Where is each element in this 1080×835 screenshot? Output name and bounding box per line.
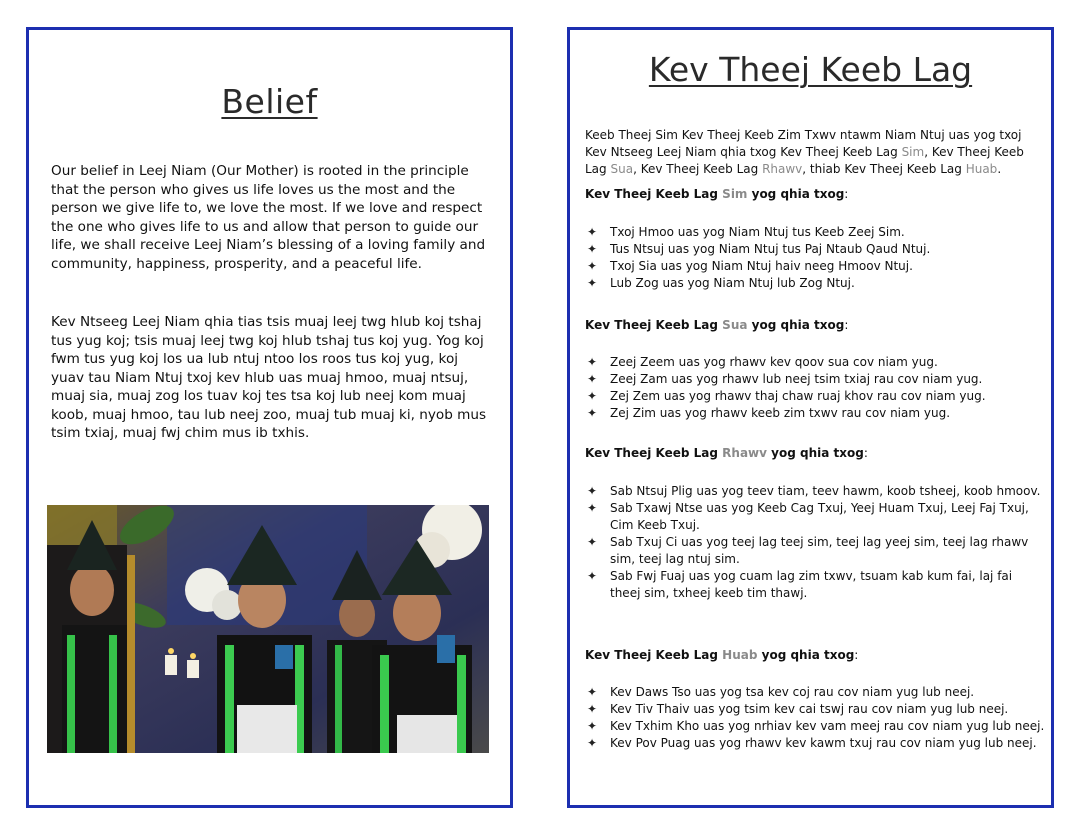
belief-paragraph-hmong: Kev Ntseeg Leej Niam qhia tias tsis muaj leej twg hlub koj tshaj tus yug koj; tsis muaj leej twg koj hlub tshaj tus koj yug. Yog koj fwm tus yug koj los ua lub ntuj ntoo los roos tus koj yug, koj yuav tau Niam Ntuj txoj kev hlub uas muaj hmoo, muaj ntsuj, muaj sia, muaj zog los tuav koj tes tsa koj lub neej kom muaj koob, muaj hmoo, tau lub neej zoo, muaj tub muaj ki, nyob mus tsim txiaj, muaj fwj chim mus ib txhis. xyxy=(51,314,487,441)
section-heading-prefix: Kev Theej Keeb Lag xyxy=(585,318,723,332)
section-heading-colon: : xyxy=(863,446,868,460)
list-item: ✦ Zeej Zam uas yog rhawv lub neej tsim txiaj rau cov niam yug. xyxy=(587,372,983,386)
four-pointed-star-icon: ✦ xyxy=(587,685,598,699)
section-heading-highlight: Rhawv xyxy=(722,446,767,460)
section-heading-prefix: Kev Theej Keeb Lag xyxy=(585,648,723,662)
list-item: ✦ Zej Zem uas yog rhawv thaj chaw ruaj khov rau cov niam yug. xyxy=(587,389,986,403)
section-heading-colon: : xyxy=(854,648,859,662)
ceremony-photo xyxy=(47,505,489,753)
four-pointed-star-icon: ✦ xyxy=(587,702,598,716)
belief-title: Belief xyxy=(221,82,318,121)
list-item: ✦ Kev Pov Puag uas yog rhawv kev kawm txuj rau cov niam yug lub neej. xyxy=(587,736,1037,750)
list-item: ✦ Sab Ntsuj Plig uas yog teev tiam, teev hawm, koob tsheej, koob hmoov. xyxy=(587,484,1041,498)
list-item: ✦ Zej Zim uas yog rhawv keeb zim txwv rau cov niam yug. xyxy=(587,406,951,420)
section-huab-list xyxy=(585,684,1045,752)
list-item: ✦ Kev Daws Tso uas yog tsa kev coj rau cov niam yug lub neej. xyxy=(587,685,975,699)
list-item: ✦ Txoj Hmoo uas yog Niam Ntuj tus Keeb Zeej Sim. xyxy=(587,225,905,239)
section-sua-list xyxy=(585,354,1045,422)
four-pointed-star-icon: ✦ xyxy=(587,535,598,549)
kev-theej-keeb-lag-title: Kev Theej Keeb Lag xyxy=(648,50,973,89)
four-pointed-star-icon: ✦ xyxy=(587,406,598,420)
list-item: ✦ Zeej Zeem uas yog rhawv kev qoov sua cov niam yug. xyxy=(587,355,938,369)
four-pointed-star-icon: ✦ xyxy=(587,501,598,515)
four-pointed-star-icon: ✦ xyxy=(587,736,598,750)
intro-text-2: , Kev Theej Keeb Lag xyxy=(585,145,1024,176)
section-sua-heading xyxy=(585,318,1045,332)
section-rhawv-heading xyxy=(585,446,1045,460)
list-item: ✦ Sab Txawj Ntse uas yog Keeb Cag Txuj, Yeej Huam Txuj, Leej Faj Txuj, Cim Keeb Txuj. xyxy=(587,501,1029,532)
section-heading-highlight: Sua xyxy=(722,318,748,332)
section-heading-suffix: yog qhia txog xyxy=(766,446,864,460)
four-pointed-star-icon: ✦ xyxy=(587,259,598,273)
list-item: ✦ Sab Txuj Ci uas yog teej lag teej sim, teej lag yeej sim, teej lag rhawv sim, teej lag ntuj sim. xyxy=(587,535,1029,566)
section-heading-suffix: yog qhia txog xyxy=(747,318,845,332)
right-panel xyxy=(567,27,1054,808)
four-pointed-star-icon: ✦ xyxy=(587,719,598,733)
left-panel xyxy=(26,27,513,808)
four-pointed-star-icon: ✦ xyxy=(587,484,598,498)
list-item: ✦ Lub Zog uas yog Niam Ntuj lub Zog Ntuj. xyxy=(587,276,855,290)
intro-text-1: Keeb Theej Sim Kev Theej Keeb Zim Txwv ntawm Niam Ntuj uas yog txoj Kev Ntseeg Leej Niam qhia txog Kev Theej Keeb Lag xyxy=(585,128,1022,159)
list-item: ✦ Kev Tiv Thaiv uas yog tsim kev cai tswj rau cov niam yug lub neej. xyxy=(587,702,1009,716)
intro-rhawv: Rhawv xyxy=(762,162,803,176)
section-heading-prefix: Kev Theej Keeb Lag xyxy=(585,446,723,460)
four-pointed-star-icon: ✦ xyxy=(587,355,598,369)
intro-paragraph xyxy=(585,127,1045,178)
list-item: ✦ Tus Ntsuj uas yog Niam Ntuj tus Paj Ntaub Qaud Ntuj. xyxy=(587,242,931,256)
section-heading-colon: : xyxy=(844,318,849,332)
list-item: ✦ Kev Txhim Kho uas yog nrhiav kev vam meej rau cov niam yug lub neej. xyxy=(587,719,1045,733)
section-huab-heading xyxy=(585,648,1045,662)
four-pointed-star-icon: ✦ xyxy=(587,389,598,403)
section-heading-colon: : xyxy=(844,187,849,201)
section-heading-prefix: Kev Theej Keeb Lag xyxy=(585,187,723,201)
section-heading-highlight: Huab xyxy=(722,648,758,662)
intro-sua: Sua xyxy=(610,162,634,176)
four-pointed-star-icon: ✦ xyxy=(587,276,598,290)
section-rhawv-list xyxy=(585,483,1045,602)
section-heading-suffix: yog qhia txog xyxy=(757,648,855,662)
section-heading-suffix: yog qhia txog xyxy=(747,187,845,201)
section-sim-list xyxy=(585,224,1045,292)
four-pointed-star-icon: ✦ xyxy=(587,372,598,386)
section-sim-heading xyxy=(585,187,1045,201)
intro-text-4: , thiab Kev Theej Keeb Lag xyxy=(802,162,966,176)
four-pointed-star-icon: ✦ xyxy=(587,225,598,239)
intro-huab: Huab xyxy=(965,162,998,176)
intro-text-3: , Kev Theej Keeb Lag xyxy=(633,162,763,176)
four-pointed-star-icon: ✦ xyxy=(587,569,598,583)
list-item: ✦ Sab Fwj Fuaj uas yog cuam lag zim txwv, tsuam kab kum fai, laj fai theej sim, txheej keeb tim thawj. xyxy=(587,569,1013,600)
section-heading-highlight: Sim xyxy=(722,187,748,201)
belief-paragraph-english: Our belief in Leej Niam (Our Mother) is rooted in the principle that the person who gives us life loves us the most and the person we give life to, we love the most. If we love and respect the one who gives life to us and allow that person to guide our life, we shall receive Leej Niam’s blessing of a loving family and community, happiness, prosperity, and a peaceful life. xyxy=(51,163,486,272)
intro-text-5: . xyxy=(997,162,1002,176)
intro-sim: Sim xyxy=(901,145,925,159)
four-pointed-star-icon: ✦ xyxy=(587,242,598,256)
list-item: ✦ Txoj Sia uas yog Niam Ntuj haiv neeg Hmoov Ntuj. xyxy=(587,259,913,273)
